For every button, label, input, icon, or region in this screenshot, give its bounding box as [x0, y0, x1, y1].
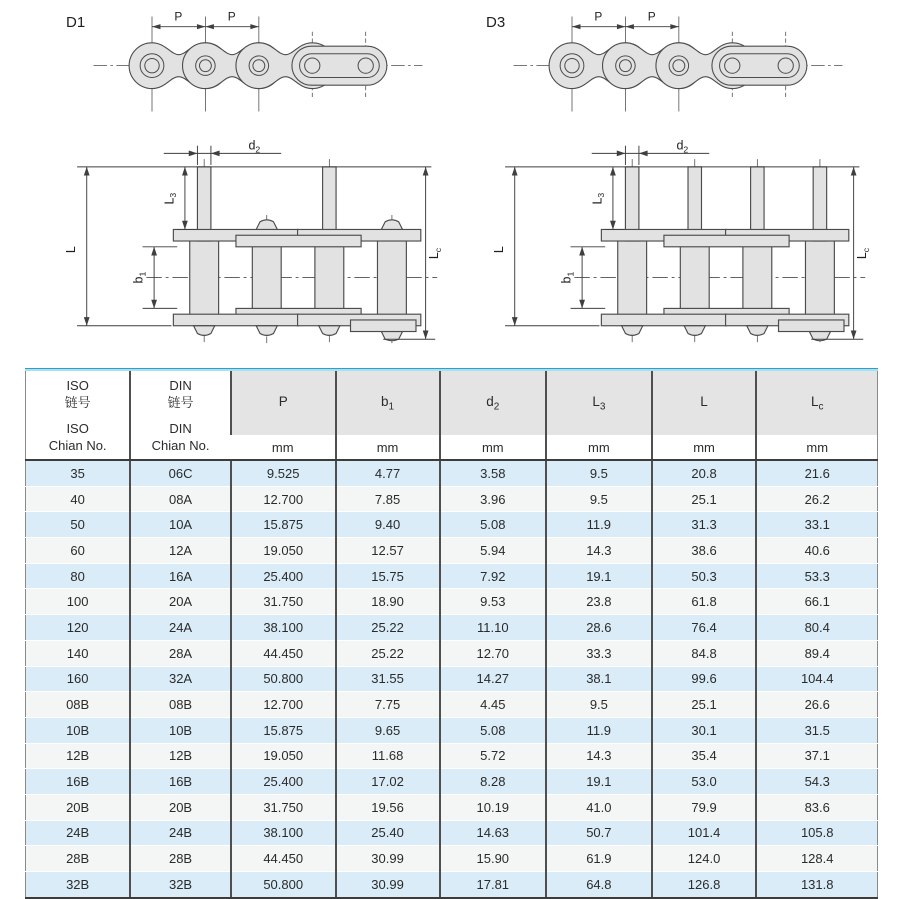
table-cell: 53.3: [756, 563, 877, 589]
table-cell: 9.65: [336, 717, 440, 743]
table-cell: 9.5: [546, 460, 652, 486]
table-cell: 25.400: [231, 563, 336, 589]
table-body: [26, 460, 878, 898]
table-cell: 24B: [26, 820, 131, 846]
dimension-label-L: L: [64, 246, 79, 254]
table-row: [26, 615, 878, 641]
offset-link-plate: [351, 320, 416, 332]
table-cell: 12B: [26, 743, 131, 769]
table-cell: 25.1: [652, 692, 757, 718]
dimension-table: [25, 368, 878, 899]
table-cell: 25.22: [336, 615, 440, 641]
dimension-label-L3: $L_3$: [162, 192, 179, 205]
table-cell: 38.100: [231, 615, 336, 641]
table-row: [26, 538, 878, 564]
table-cell: 24B: [130, 820, 231, 846]
column-header-d2: $d_2$: [440, 371, 547, 435]
table-cell: 53.0: [652, 769, 757, 795]
table-cell: 50: [26, 512, 131, 538]
table-row: [26, 486, 878, 512]
pin-head: [319, 326, 340, 336]
table-cell: 14.63: [440, 820, 547, 846]
pin-head: [381, 220, 402, 230]
table-cell: 8.28: [440, 769, 547, 795]
column-header-p: P: [231, 371, 336, 435]
table-cell: 54.3: [756, 769, 877, 795]
dimension-label-b1: $b_1$: [131, 271, 148, 284]
table-cell: 140: [26, 640, 131, 666]
table-cell: 28B: [130, 846, 231, 872]
chain-top-view-d1: [88, 8, 428, 114]
table-cell: 50.800: [231, 666, 336, 692]
table-cell: 30.99: [336, 872, 440, 898]
pin-head: [684, 326, 705, 336]
table-row: [26, 589, 878, 615]
iso-header-en: ISO Chian No.: [48, 420, 107, 453]
table-cell: 12.57: [336, 538, 440, 564]
table-cell: 160: [26, 666, 131, 692]
diagram-label-d1: D1: [66, 14, 86, 31]
table-cell: 16B: [130, 769, 231, 795]
chain-links: [129, 43, 387, 89]
chain-top-view-d3: [508, 8, 848, 114]
table-cell: 25.40: [336, 820, 440, 846]
table-row: [26, 563, 878, 589]
dimension-label-Lc: $L_c$: [855, 247, 872, 260]
diagram-label-d3: D3: [486, 14, 506, 31]
table-cell: 37.1: [756, 743, 877, 769]
table-cell: 9.40: [336, 512, 440, 538]
table-cell: 15.90: [440, 846, 547, 872]
table-cell: 20B: [130, 794, 231, 820]
din-header-cn: DIN 链号: [167, 377, 194, 410]
column-header-din: [130, 371, 231, 460]
table-row: [26, 769, 878, 795]
table-cell: 9.525: [231, 460, 336, 486]
table-cell: 16B: [26, 769, 131, 795]
table-cell: 19.56: [336, 794, 440, 820]
pitch-label: P: [227, 9, 236, 24]
table-cell: 38.1: [546, 666, 652, 692]
table-cell: 12.700: [231, 486, 336, 512]
table-cell: 105.8: [756, 820, 877, 846]
pin-head: [622, 326, 643, 336]
dimension-label-L: L: [492, 246, 507, 254]
table-cell: 99.6: [652, 666, 757, 692]
table-cell: 83.6: [756, 794, 877, 820]
table-cell: 31.5: [756, 717, 877, 743]
table-cell: 76.4: [652, 615, 757, 641]
table-cell: 33.3: [546, 640, 652, 666]
table-cell: 80: [26, 563, 131, 589]
chain-body: [173, 167, 420, 341]
table-cell: 10A: [130, 512, 231, 538]
table-cell: 17.81: [440, 872, 547, 898]
table-row: [26, 640, 878, 666]
table-cell: 28.6: [546, 615, 652, 641]
table-row: [26, 846, 878, 872]
table-cell: 15.875: [231, 512, 336, 538]
table-cell: 5.94: [440, 538, 547, 564]
pin-head: [256, 326, 277, 336]
table-row: [26, 666, 878, 692]
table-cell: 100: [26, 589, 131, 615]
table-cell: 124.0: [652, 846, 757, 872]
table-cell: 14.27: [440, 666, 547, 692]
unit-cell: mm: [756, 435, 877, 460]
table-cell: 4.77: [336, 460, 440, 486]
table-cell: 35: [26, 460, 131, 486]
table-cell: 10B: [130, 717, 231, 743]
table-row: [26, 460, 878, 486]
chain-body: [601, 167, 848, 341]
table-cell: 61.8: [652, 589, 757, 615]
table-cell: 12A: [130, 538, 231, 564]
table-cell: 79.9: [652, 794, 757, 820]
table-cell: 20B: [26, 794, 131, 820]
table-cell: 11.9: [546, 512, 652, 538]
table-cell: 80.4: [756, 615, 877, 641]
table-cell: 19.1: [546, 563, 652, 589]
table-row: [26, 872, 878, 898]
pitch-label: P: [647, 9, 656, 24]
table-cell: 9.5: [546, 486, 652, 512]
table-cell: 12.700: [231, 692, 336, 718]
table-cell: 08A: [130, 486, 231, 512]
table-cell: 7.85: [336, 486, 440, 512]
table-cell: 41.0: [546, 794, 652, 820]
table-cell: 23.8: [546, 589, 652, 615]
table-cell: 11.68: [336, 743, 440, 769]
table-cell: 25.22: [336, 640, 440, 666]
table-cell: 61.9: [546, 846, 652, 872]
dimension-label-b1: $b_1$: [559, 271, 576, 284]
table-row: [26, 717, 878, 743]
table-cell: 7.92: [440, 563, 547, 589]
table-cell: 14.3: [546, 743, 652, 769]
table-cell: 15.875: [231, 717, 336, 743]
table-cell: 15.75: [336, 563, 440, 589]
chain-side-view-d1: [50, 138, 445, 345]
table-cell: 120: [26, 615, 131, 641]
table-cell: 9.5: [546, 692, 652, 718]
dimension-label-Lc: $L_c$: [427, 247, 444, 260]
table-row: [26, 820, 878, 846]
table-cell: 30.1: [652, 717, 757, 743]
table-cell: 3.58: [440, 460, 547, 486]
table-cell: 17.02: [336, 769, 440, 795]
column-header-l: L: [652, 371, 757, 435]
table-cell: 10.19: [440, 794, 547, 820]
table-cell: 104.4: [756, 666, 877, 692]
table-cell: 33.1: [756, 512, 877, 538]
unit-cell: mm: [336, 435, 440, 460]
dimension-label-d2: $d_2$: [248, 138, 261, 155]
table-row: [26, 743, 878, 769]
table-row: [26, 692, 878, 718]
table-cell: 131.8: [756, 872, 877, 898]
table-cell: 128.4: [756, 846, 877, 872]
table-cell: 50.7: [546, 820, 652, 846]
table-cell: 30.99: [336, 846, 440, 872]
table-cell: 28A: [130, 640, 231, 666]
unit-cell: mm: [652, 435, 757, 460]
table-cell: 31.3: [652, 512, 757, 538]
pin-head: [194, 326, 215, 336]
column-header-b1: $b_1$: [336, 371, 440, 435]
table-cell: 20A: [130, 589, 231, 615]
chain-side-view-d3: [478, 138, 873, 345]
table-cell: 20.8: [652, 460, 757, 486]
offset-link-plate: [779, 320, 844, 332]
table-cell: 126.8: [652, 872, 757, 898]
column-header-iso: [26, 371, 131, 460]
table-cell: 32B: [26, 872, 131, 898]
table-cell: 64.8: [546, 872, 652, 898]
table-cell: 5.08: [440, 512, 547, 538]
table-row: [26, 794, 878, 820]
table-cell: 16A: [130, 563, 231, 589]
table-cell: 11.9: [546, 717, 652, 743]
unit-cell: mm: [231, 435, 336, 460]
table-cell: 19.050: [231, 538, 336, 564]
table-cell: 50.3: [652, 563, 757, 589]
dimension-label-d2: $d_2$: [676, 138, 689, 155]
table-cell: 12.70: [440, 640, 547, 666]
table-cell: 06C: [130, 460, 231, 486]
table-cell: 44.450: [231, 846, 336, 872]
table-cell: 26.6: [756, 692, 877, 718]
chain-links: [549, 43, 807, 89]
table-cell: 25.400: [231, 769, 336, 795]
table-cell: 44.450: [231, 640, 336, 666]
table-cell: 28B: [26, 846, 131, 872]
din-header-en: DIN Chian No.: [151, 420, 210, 453]
table-cell: 5.08: [440, 717, 547, 743]
column-header-l3: $L_3$: [546, 371, 652, 435]
table-cell: 89.4: [756, 640, 877, 666]
table-cell: 4.45: [440, 692, 547, 718]
table-cell: 50.800: [231, 872, 336, 898]
table-cell: 10B: [26, 717, 131, 743]
table-cell: 18.90: [336, 589, 440, 615]
table-cell: 40: [26, 486, 131, 512]
table-cell: 38.100: [231, 820, 336, 846]
table-cell: 38.6: [652, 538, 757, 564]
table-cell: 31.55: [336, 666, 440, 692]
table-cell: 21.6: [756, 460, 877, 486]
table-cell: 24A: [130, 615, 231, 641]
table-cell: 14.3: [546, 538, 652, 564]
table-cell: 84.8: [652, 640, 757, 666]
pitch-label: P: [594, 9, 603, 24]
unit-cell: mm: [546, 435, 652, 460]
table-cell: 9.53: [440, 589, 547, 615]
column-header-lc: $L_c$: [756, 371, 877, 435]
table-cell: 5.72: [440, 743, 547, 769]
dimension-label-L3: $L_3$: [590, 192, 607, 205]
pin-head: [747, 326, 768, 336]
unit-cell: mm: [440, 435, 547, 460]
table-cell: 60: [26, 538, 131, 564]
table-cell: 11.10: [440, 615, 547, 641]
table-cell: 12B: [130, 743, 231, 769]
table-cell: 32A: [130, 666, 231, 692]
table-cell: 26.2: [756, 486, 877, 512]
table-cell: 40.6: [756, 538, 877, 564]
pin-head: [256, 220, 277, 230]
table-row: [26, 512, 878, 538]
table-cell: 3.96: [440, 486, 547, 512]
table-cell: 66.1: [756, 589, 877, 615]
table-cell: 31.750: [231, 794, 336, 820]
pitch-label: P: [174, 9, 183, 24]
table-cell: 7.75: [336, 692, 440, 718]
table-cell: 19.1: [546, 769, 652, 795]
iso-header-cn: ISO 链号: [64, 377, 91, 410]
table-cell: 35.4: [652, 743, 757, 769]
table-cell: 25.1: [652, 486, 757, 512]
table-cell: 31.750: [231, 589, 336, 615]
chain-spec-table: [25, 371, 878, 899]
table-cell: 19.050: [231, 743, 336, 769]
table-cell: 08B: [26, 692, 131, 718]
table-cell: 32B: [130, 872, 231, 898]
table-cell: 08B: [130, 692, 231, 718]
table-cell: 101.4: [652, 820, 757, 846]
